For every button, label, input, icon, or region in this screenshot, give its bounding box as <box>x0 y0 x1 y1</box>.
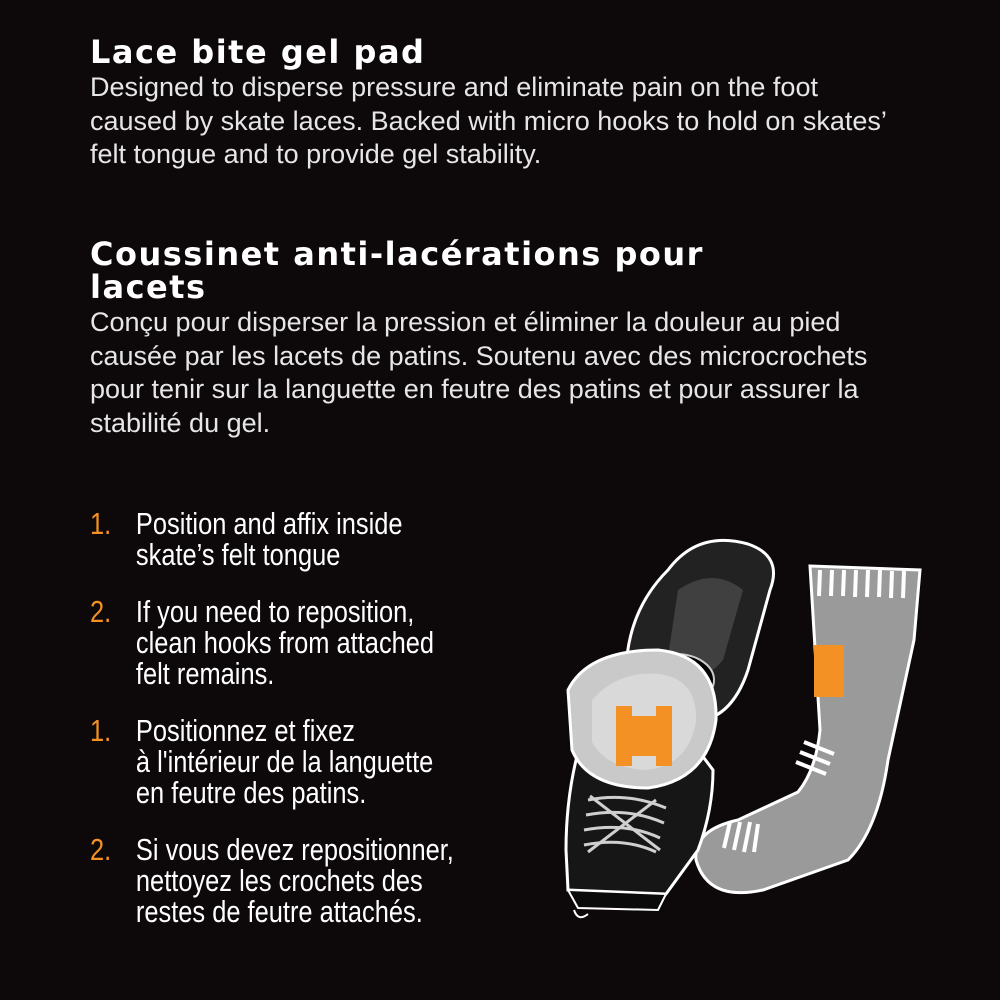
english-description: Designed to disperse pressure and eliminate pain on the foot caused by skate laces. Backed with micro hooks to hold on skates’ felt tongue and to provide gel stability. <box>90 72 886 169</box>
step-item <box>90 508 549 570</box>
gel-pad-icon <box>568 650 716 788</box>
step-line: felt remains. <box>135 656 275 691</box>
step-line: à l'intérieur de la languette <box>135 744 434 779</box>
step-line: Positionnez et fixez <box>135 713 355 748</box>
step-line: Si vous devez repositionner, <box>135 832 454 867</box>
step-line: Position and affix inside <box>135 506 403 541</box>
step-text <box>136 715 549 808</box>
step-text <box>136 596 549 689</box>
step-line: nettoyez les crochets des <box>135 863 423 898</box>
step-line: clean hooks from attached <box>135 625 435 660</box>
english-section <box>90 33 910 172</box>
step-text <box>136 834 549 927</box>
step-number: 1. <box>90 713 112 748</box>
sock-pad-icon <box>814 645 844 697</box>
step-item <box>90 715 549 808</box>
french-heading: Coussinet anti-lacérations pour lacets <box>90 235 704 306</box>
step-line: If you need to reposition, <box>135 594 415 629</box>
step-item <box>90 834 549 927</box>
step-line: en feutre des patins. <box>135 775 367 810</box>
english-heading: Lace bite gel pad <box>90 33 426 71</box>
french-description: Conçu pour disperser la pression et éliminer la douleur au pied causée par les lacets de patins. Soutenu avec des microcrochets pour tenir sur la languette en feutre des patins et pour assurer la stabilité du gel. <box>90 307 868 438</box>
step-number: 1. <box>90 506 112 541</box>
illustration-svg <box>548 530 928 940</box>
step-line: skate’s felt tongue <box>135 537 341 572</box>
instruction-steps <box>90 508 540 953</box>
step-item <box>90 596 549 689</box>
step-number: 2. <box>90 832 112 867</box>
product-illustration <box>548 530 928 940</box>
step-text <box>136 508 549 570</box>
step-line: restes de feutre attachés. <box>135 894 423 929</box>
step-number: 2. <box>90 594 112 629</box>
french-section <box>90 235 930 440</box>
